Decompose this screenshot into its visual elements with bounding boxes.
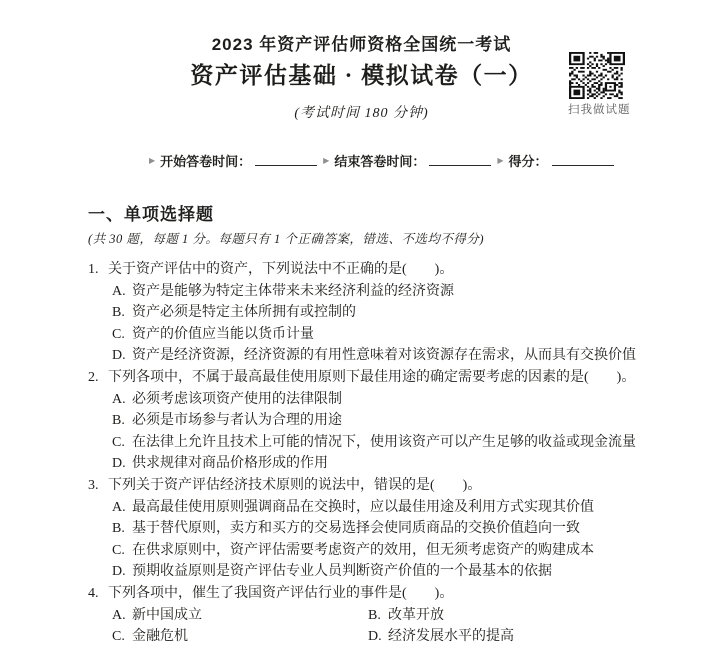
- question-list: [88, 259, 648, 648]
- option: [368, 605, 648, 627]
- section-heading: 一、单项选择题: [88, 205, 214, 224]
- meta-end-time: [323, 151, 491, 170]
- meta-row: [149, 151, 620, 170]
- option: [368, 626, 648, 648]
- option-label: D.: [112, 348, 126, 364]
- option: [112, 605, 368, 627]
- option-label: C.: [112, 434, 125, 450]
- option-label: C.: [112, 542, 125, 558]
- end-time-blank: [429, 153, 491, 166]
- option: [112, 410, 648, 432]
- option-text: 最高最佳使用原则强调商品在交换时，应以最佳用途及利用方式实现其价值: [132, 499, 594, 515]
- option-text: 金融危机: [132, 629, 188, 645]
- qr-caption: 扫我做试题: [568, 104, 631, 116]
- option-text: 必须考虑该项资产使用的法律限制: [132, 391, 342, 407]
- meta-score: [497, 151, 613, 170]
- triangle-marker-icon: ▶: [323, 155, 330, 165]
- start-time-label: 开始答卷时间：: [160, 154, 252, 169]
- option: [112, 626, 368, 648]
- option: [112, 389, 648, 411]
- question-4: [88, 583, 648, 648]
- meta-start-time: [149, 151, 317, 170]
- option-text: 预期收益原则是资产评估专业人员判断资产价值的一个最基本的依据: [132, 564, 552, 580]
- option-label: A.: [112, 499, 126, 515]
- question-stem: 2. 下列各项中，不属于最高最佳使用原则下最佳用途的确定需要考虑的因素的是( )。: [88, 367, 648, 389]
- option-label: A.: [112, 283, 126, 299]
- option-text: 在供求原则中，资产评估需要考虑资产的效用，但无须考虑资产的购建成本: [132, 542, 594, 558]
- option-label: D.: [112, 564, 126, 580]
- option-label: B.: [112, 521, 125, 537]
- option-label: B.: [112, 305, 125, 321]
- option-text: 资产是能够为特定主体带来未来经济利益的经济资源: [132, 283, 454, 299]
- section-note: (共 30 题，每题 1 分。每题只有 1 个正确答案，错选、不选均不得分): [88, 232, 485, 246]
- option-text: 新中国成立: [132, 607, 202, 623]
- page-title: 资产评估基础 · 模拟试卷（一）: [190, 63, 533, 88]
- option-label: B.: [368, 607, 381, 623]
- option-text: 经济发展水平的提高: [388, 629, 514, 645]
- option: [112, 540, 648, 562]
- option: [112, 302, 648, 324]
- question-number: 3.: [88, 477, 99, 493]
- triangle-marker-icon: ▶: [497, 155, 504, 165]
- score-label: 得分：: [508, 154, 548, 169]
- question-3: [88, 475, 648, 583]
- qr-code-icon: [568, 52, 626, 99]
- question-stem: 4. 下列各项中，催生了我国资产评估行业的事件是( )。: [88, 583, 648, 605]
- option-label: D.: [112, 456, 126, 472]
- option-text: 资产必须是特定主体所拥有或控制的: [132, 305, 356, 321]
- option: [112, 518, 648, 540]
- option-label: C.: [112, 326, 125, 342]
- option-label: D.: [368, 629, 382, 645]
- option-label: A.: [112, 607, 126, 623]
- question-number: 2.: [88, 369, 99, 385]
- qr-block: [568, 52, 631, 117]
- question-stem: 1. 关于资产评估中的资产，下列说法中不正确的是( )。: [88, 259, 648, 281]
- option-text: 改革开放: [388, 607, 444, 623]
- exam-title: 2023 年资产评估师资格全国统一考试: [211, 35, 512, 54]
- question-number: 1.: [88, 262, 99, 277]
- question-2: [88, 367, 648, 475]
- option-text: 在法律上允许且技术上可能的情况下，使用该资产可以产生足够的收益或现金流量: [132, 434, 636, 450]
- option: [112, 453, 648, 475]
- option-label: C.: [112, 629, 125, 645]
- option: [112, 281, 648, 303]
- triangle-marker-icon: ▶: [149, 155, 156, 165]
- option: [112, 497, 648, 519]
- question-1: [88, 259, 648, 367]
- question-number: 4.: [88, 585, 99, 601]
- option: [112, 561, 648, 583]
- option: [112, 432, 648, 454]
- option: [112, 324, 648, 346]
- score-blank: [552, 153, 614, 166]
- option-text: 必须是市场参与者认为合理的用途: [132, 413, 342, 429]
- option-text: 供求规律对商品价格形成的作用: [132, 456, 328, 472]
- end-time-label: 结束答卷时间：: [334, 154, 426, 169]
- option-text: 资产的价值应当能以货币计量: [132, 326, 314, 342]
- start-time-blank: [255, 153, 317, 166]
- option-text: 资产是经济资源，经济资源的有用性意味着对该资源存在需求，从而具有交换价值: [132, 348, 636, 364]
- exam-duration-note: (考试时间 180 分钟): [294, 106, 429, 121]
- question-stem: 3. 下列关于资产评估经济技术原则的说法中，错误的是( )。: [88, 475, 648, 497]
- option-label: B.: [112, 413, 125, 429]
- option-label: A.: [112, 391, 126, 407]
- option: [112, 345, 648, 367]
- option-text: 基于替代原则，卖方和买方的交易选择会使同质商品的交换价值趋向一致: [132, 521, 580, 537]
